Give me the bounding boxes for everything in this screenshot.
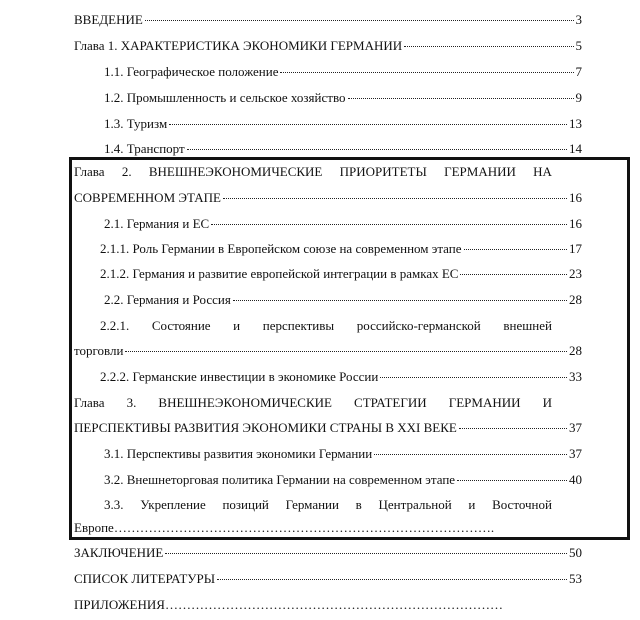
toc-page-number: 16 xyxy=(569,190,582,205)
toc-entry-title: 1.1. Географическое положение xyxy=(104,64,279,79)
toc-entry-conclusion xyxy=(74,545,582,561)
toc-entry-2-2-1-line1 xyxy=(100,318,552,334)
toc-entry-3-1 xyxy=(104,446,582,462)
toc-entry-intro xyxy=(74,12,582,28)
word: внешней xyxy=(503,318,552,333)
word: ГЕРМАНИИ xyxy=(448,395,521,410)
word: ГЕРМАНИИ xyxy=(444,164,516,179)
toc-entry-title: ПРИЛОЖЕНИЯ xyxy=(74,597,165,612)
toc-entry-2-1 xyxy=(104,216,582,232)
word: перспективы xyxy=(262,318,335,333)
ellipsis-leader: ……………………………………………………………………………. xyxy=(113,520,495,535)
toc-page-number: 50 xyxy=(569,545,582,560)
toc-entry-chapter-2-line1 xyxy=(74,164,552,180)
toc-entry-title: 3.2. Внешнеторговая политика Германии на современном этапе xyxy=(104,472,456,487)
toc-entry-title: Европе xyxy=(74,520,114,535)
word: Восточной xyxy=(492,497,552,512)
word: ВНЕШНЕЭКОНОМИЧЕСКИЕ xyxy=(158,395,332,410)
word: Состояние xyxy=(151,318,211,333)
toc-page-number: 5 xyxy=(575,38,582,53)
toc-entry-1-2 xyxy=(104,90,582,106)
dot-leader xyxy=(145,20,574,21)
dot-leader xyxy=(280,72,573,73)
word: 3. xyxy=(126,395,137,410)
toc-entry-title: торговли xyxy=(74,343,124,358)
toc-entry-title: 1.3. Туризм xyxy=(104,116,168,131)
dot-leader xyxy=(460,274,567,275)
toc-entry-title: 1.2. Промышленность и сельское хозяйство xyxy=(104,90,346,105)
toc-page-number: 7 xyxy=(575,64,582,79)
dot-leader xyxy=(348,98,574,99)
toc-entry-title: 2.1.1. Роль Германии в Европейском союзе на современном этапе xyxy=(100,241,462,256)
toc-page-number: 16 xyxy=(569,216,582,231)
toc-entry-title: ВВЕДЕНИЕ xyxy=(74,12,143,27)
word: НА xyxy=(533,164,552,179)
toc-entry-chapter-3-line1 xyxy=(74,395,552,411)
word: 3.3. xyxy=(104,497,124,512)
toc-page-number: 33 xyxy=(569,369,582,384)
toc-entry-1-4 xyxy=(104,141,582,157)
toc-entry-title: Глава 1. ХАРАКТЕРИСТИКА ЭКОНОМИКИ ГЕРМАНИИ xyxy=(74,38,403,53)
toc-page-number: 17 xyxy=(569,241,582,256)
toc-entry-title: ЗАКЛЮЧЕНИЕ xyxy=(74,545,164,560)
toc-entry-2-2 xyxy=(104,292,582,308)
word: ВНЕШНЕЭКОНОМИЧЕСКИЕ xyxy=(148,164,323,179)
toc-entry-2-2-2 xyxy=(100,369,582,385)
toc-entry-literature xyxy=(74,571,582,587)
toc-entry-title: 2.2.2. Германские инвестиции в экономике России xyxy=(100,369,379,384)
word: и xyxy=(233,318,241,333)
toc-entry-chapter-3-line2 xyxy=(74,420,582,436)
word: в xyxy=(355,497,362,512)
toc-page-number: 40 xyxy=(569,472,582,487)
toc-entry-2-1-1 xyxy=(100,241,582,257)
toc-entry-title: 1.4. Транспорт xyxy=(104,141,185,156)
toc-entry-3-3-line1 xyxy=(104,497,552,513)
toc-entry-2-1-2 xyxy=(100,266,582,282)
word: ПРИОРИТЕТЫ xyxy=(339,164,427,179)
dot-leader xyxy=(223,198,567,199)
word: Глава xyxy=(74,395,105,410)
dot-leader xyxy=(464,249,567,250)
toc-entry-3-3-line2 xyxy=(74,520,552,536)
dot-leader xyxy=(457,480,567,481)
toc-page-number: 37 xyxy=(569,446,582,461)
toc-entry-2-2-1-line2 xyxy=(74,343,582,359)
word: И xyxy=(542,395,552,410)
toc-entry-3-2 xyxy=(104,472,582,488)
toc-page-number: 9 xyxy=(575,90,582,105)
word: Центральной xyxy=(378,497,452,512)
word: позиций xyxy=(222,497,269,512)
word: Укрепление xyxy=(140,497,206,512)
dot-leader xyxy=(217,579,567,580)
word: Глава xyxy=(74,164,105,179)
dot-leader xyxy=(125,351,567,352)
dot-leader xyxy=(169,124,567,125)
word: СТРАТЕГИИ xyxy=(354,395,427,410)
toc-page-number: 23 xyxy=(569,266,582,281)
word: российско-германской xyxy=(356,318,481,333)
dot-leader xyxy=(187,149,567,150)
toc-entry-1-1 xyxy=(104,64,582,80)
toc-page-number: 13 xyxy=(569,116,582,131)
toc-page-number: 37 xyxy=(569,420,582,435)
toc-page-number: 53 xyxy=(569,571,582,586)
toc-entry-chapter-1 xyxy=(74,38,582,54)
dot-leader xyxy=(374,454,567,455)
toc-page-number: 28 xyxy=(569,343,582,358)
ellipsis-leader: …………………………………………………………………… xyxy=(164,597,503,612)
word: Германии xyxy=(285,497,339,512)
dot-leader xyxy=(459,428,567,429)
toc-entry-title: СПИСОК ЛИТЕРАТУРЫ xyxy=(74,571,216,586)
word: 2.2.1. xyxy=(100,318,130,333)
toc-page-number: 3 xyxy=(575,12,582,27)
toc-page-number: 28 xyxy=(569,292,582,307)
toc-entry-title: 3.1. Перспективы развития экономики Германии xyxy=(104,446,373,461)
toc-entry-1-3 xyxy=(104,116,582,132)
dot-leader xyxy=(233,300,567,301)
toc-entry-chapter-2-line2 xyxy=(74,190,582,206)
dot-leader xyxy=(380,377,567,378)
toc-entry-title: 2.2. Германия и Россия xyxy=(104,292,231,307)
dot-leader xyxy=(165,553,567,554)
word: 2. xyxy=(121,164,132,179)
toc-entry-title: ПЕРСПЕКТИВЫ РАЗВИТИЯ ЭКОНОМИКИ СТРАНЫ В XXI ВЕКЕ xyxy=(74,420,457,435)
toc-entry-title: 2.1.2. Германия и развитие европейской интеграции в рамках ЕС xyxy=(100,266,459,281)
toc-page-number: 14 xyxy=(569,141,582,156)
word: и xyxy=(468,497,476,512)
toc-entry-title: 2.1. Германия и ЕС xyxy=(104,216,210,231)
toc-entry-title: СОВРЕМЕННОМ ЭТАПЕ xyxy=(74,190,221,205)
dot-leader xyxy=(211,224,567,225)
toc-entry-appendix xyxy=(74,597,552,613)
dot-leader xyxy=(404,46,573,47)
